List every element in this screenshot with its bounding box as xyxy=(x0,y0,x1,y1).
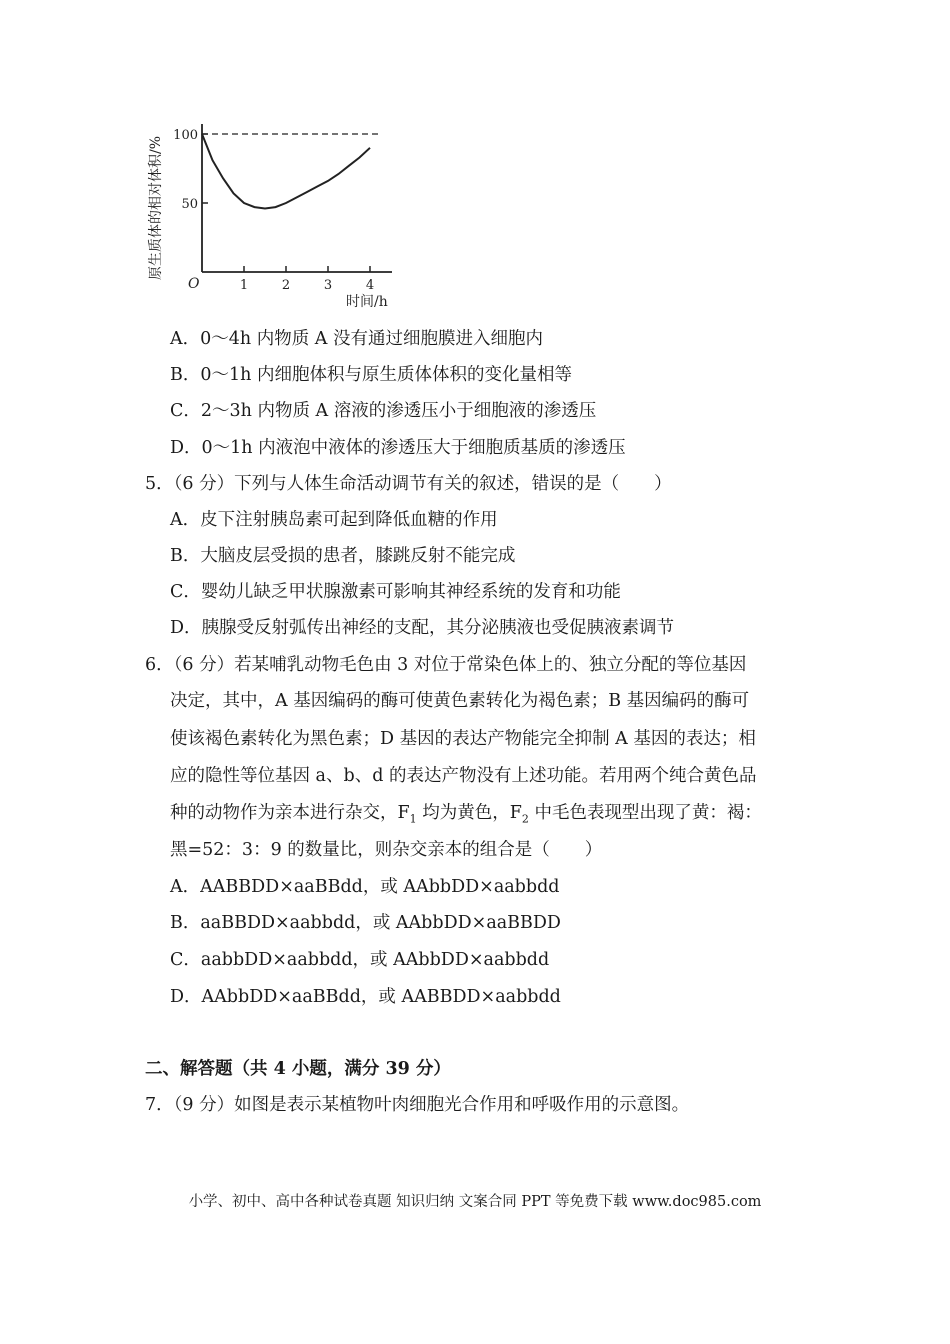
q6-stem-line-5: 种的动物作为亲本进行杂交，$F_1$ 均为黄色，$F_2$ 中毛色表现型出现了黄：褐： xyxy=(170,803,762,826)
q6-stem-line-6: 黑=52：3：9 的数量比，则杂交亲本的组合是（ ） xyxy=(170,840,603,860)
q4-option-c: C．2～3h 内物质 A 溶液的渗透压小于细胞液的渗透压 xyxy=(170,401,597,421)
q5-option-d: D．胰腺受反射弧传出神经的支配，其分泌胰液也受促胰液素调节 xyxy=(170,618,675,638)
q6-stem-line-3: 使该褐色素转化为黑色素；D 基因的表达产物能完全抑制 A 基因的表达；相 xyxy=(170,729,756,749)
x-tick-label: 1 xyxy=(239,278,249,293)
q4-option-b: B．0～1h 内细胞体积与原生质体体积的变化量相等 xyxy=(170,365,572,385)
y-tick-label: 100 xyxy=(173,128,198,143)
x-tick-label: 3 xyxy=(323,278,333,293)
osmosis-line-chart xyxy=(140,112,400,317)
q6-option-c: C．aabbDD×aabbdd，或 AAbbDD×aabbdd xyxy=(170,950,550,970)
x-tick-label: 4 xyxy=(365,278,375,293)
data-line xyxy=(202,134,370,209)
q6-option-d: D．AAbbDD×aaBBdd，或 AABBDD×aabbdd xyxy=(170,987,561,1007)
q5-option-a: A．皮下注射胰岛素可起到降低血糖的作用 xyxy=(170,510,498,530)
y-axis-label: 原生质体的相对体积/% xyxy=(148,135,164,281)
q7-stem: 7．（9 分）如图是表示某植物叶肉细胞光合作用和呼吸作用的示意图。 xyxy=(145,1095,690,1115)
y-tick-label: 50 xyxy=(181,197,198,212)
x-tick-label: 2 xyxy=(281,278,291,293)
q4-option-d: D．0～1h 内液泡中液体的渗透压大于细胞质基质的渗透压 xyxy=(170,438,626,458)
x-axis-label: 时间/h xyxy=(346,294,388,310)
q6-stem-line-2: 决定，其中，A 基因编码的酶可使黄色素转化为褐色素；B 基因编码的酶可 xyxy=(170,691,750,711)
q6-stem-line-1: 6．（6 分）若某哺乳动物毛色由 3 对位于常染色体上的、独立分配的等位基因 xyxy=(145,655,747,675)
q6-stem-line-4: 应的隐性等位基因 a、b、d 的表达产物没有上述功能。若用两个纯合黄色品 xyxy=(170,766,757,786)
q5-option-b: B．大脑皮层受损的患者，膝跳反射不能完成 xyxy=(170,546,516,566)
q4-option-a: A．0～4h 内物质 A 没有通过细胞膜进入细胞内 xyxy=(170,329,544,349)
q5-stem: 5．（6 分）下列与人体生命活动调节有关的叙述，错误的是（ ） xyxy=(145,474,672,494)
section-heading: 二、解答题（共 4 小题，满分 39 分） xyxy=(145,1059,451,1079)
q6-option-b: B．aaBBDD×aabbdd，或 AAbbDD×aaBBDD xyxy=(170,913,561,933)
page-footer: 小学、初中、高中各种试卷真题 知识归纳 文案合同 PPT 等免费下载 www.doc985.com xyxy=(188,1194,762,1210)
q5-option-c: C．婴幼儿缺乏甲状腺激素可影响其神经系统的发育和功能 xyxy=(170,582,621,602)
origin-label: O xyxy=(188,276,200,292)
q6-option-a: A．AABBDD×aaBBdd，或 AAbbDD×aabbdd xyxy=(170,877,560,897)
